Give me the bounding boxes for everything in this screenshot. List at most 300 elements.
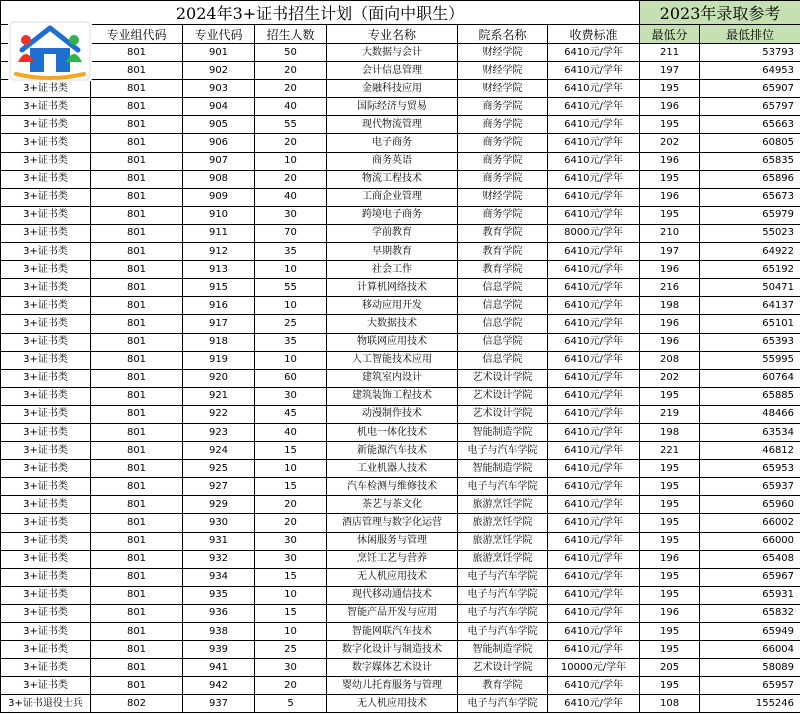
cell-college: 财经学院 bbox=[458, 62, 548, 80]
cell-min-score: 195 bbox=[640, 116, 700, 134]
cell-min-rank: 55023 bbox=[700, 224, 800, 242]
header-min-score: 最低分 bbox=[640, 25, 700, 44]
table-row bbox=[1, 134, 800, 152]
cell-min-rank: 65907 bbox=[700, 80, 800, 98]
cell-college: 电子与汽车学院 bbox=[458, 568, 548, 586]
table-row bbox=[1, 351, 800, 369]
table-row bbox=[1, 423, 800, 441]
cell-min-rank: 64137 bbox=[700, 297, 800, 315]
cell-fee: 6410元/学年 bbox=[548, 116, 640, 134]
cell-category: 3+证书类 bbox=[1, 387, 91, 405]
cell-fee: 10000元/学年 bbox=[548, 659, 640, 677]
cell-college: 商务学院 bbox=[458, 170, 548, 188]
cell-quota: 15 bbox=[255, 568, 327, 586]
cell-group-code: 801 bbox=[91, 659, 183, 677]
cell-college: 财经学院 bbox=[458, 80, 548, 98]
cell-major-code: 909 bbox=[183, 188, 255, 206]
cell-college: 商务学院 bbox=[458, 134, 548, 152]
cell-min-score: 195 bbox=[640, 460, 700, 478]
cell-fee: 6410元/学年 bbox=[548, 496, 640, 514]
cell-category: 3+证书类 bbox=[1, 659, 91, 677]
table-row bbox=[1, 243, 800, 261]
cell-category: 3+证书类 bbox=[1, 677, 91, 695]
cell-min-score: 216 bbox=[640, 279, 700, 297]
cell-major-name: 大数据技术 bbox=[327, 315, 458, 333]
cell-college: 旅游烹饪学院 bbox=[458, 514, 548, 532]
cell-min-rank: 65967 bbox=[700, 568, 800, 586]
cell-category: 3+证书类 bbox=[1, 604, 91, 622]
cell-college: 电子与汽车学院 bbox=[458, 623, 548, 641]
cell-quota: 35 bbox=[255, 243, 327, 261]
cell-group-code: 801 bbox=[91, 279, 183, 297]
cell-group-code: 801 bbox=[91, 677, 183, 695]
cell-min-rank: 65101 bbox=[700, 315, 800, 333]
cell-college: 信息学院 bbox=[458, 351, 548, 369]
cell-major-code: 903 bbox=[183, 80, 255, 98]
cell-group-code: 801 bbox=[91, 586, 183, 604]
cell-fee: 6410元/学年 bbox=[548, 297, 640, 315]
cell-major-code: 904 bbox=[183, 98, 255, 116]
cell-major-code: 941 bbox=[183, 659, 255, 677]
cell-major-code: 905 bbox=[183, 116, 255, 134]
cell-min-rank: 65673 bbox=[700, 188, 800, 206]
cell-major-code: 938 bbox=[183, 623, 255, 641]
cell-major-code: 916 bbox=[183, 297, 255, 315]
cell-major-code: 923 bbox=[183, 423, 255, 441]
cell-category: 3+证书退役士兵 bbox=[1, 695, 91, 713]
cell-group-code: 801 bbox=[91, 261, 183, 279]
cell-major-code: 921 bbox=[183, 387, 255, 405]
cell-min-rank: 60805 bbox=[700, 134, 800, 152]
cell-quota: 30 bbox=[255, 532, 327, 550]
cell-fee: 6410元/学年 bbox=[548, 152, 640, 170]
cell-quota: 20 bbox=[255, 170, 327, 188]
cell-category: 3+证书类 bbox=[1, 224, 91, 242]
cell-fee: 6410元/学年 bbox=[548, 134, 640, 152]
cell-min-rank: 65949 bbox=[700, 623, 800, 641]
cell-fee: 6410元/学年 bbox=[548, 514, 640, 532]
cell-group-code: 801 bbox=[91, 568, 183, 586]
cell-group-code: 801 bbox=[91, 224, 183, 242]
table-row bbox=[1, 387, 800, 405]
cell-quota: 30 bbox=[255, 659, 327, 677]
cell-group-code: 801 bbox=[91, 333, 183, 351]
cell-min-score: 195 bbox=[640, 623, 700, 641]
cell-group-code: 801 bbox=[91, 134, 183, 152]
cell-college: 电子与汽车学院 bbox=[458, 442, 548, 460]
cell-quota: 15 bbox=[255, 442, 327, 460]
cell-group-code: 801 bbox=[91, 532, 183, 550]
cell-major-code: 919 bbox=[183, 351, 255, 369]
cell-fee: 6410元/学年 bbox=[548, 243, 640, 261]
cell-min-score: 196 bbox=[640, 98, 700, 116]
cell-category: 3+证书类 bbox=[1, 315, 91, 333]
cell-min-score: 219 bbox=[640, 405, 700, 423]
cell-group-code: 801 bbox=[91, 80, 183, 98]
cell-major-name: 金融科技应用 bbox=[327, 80, 458, 98]
cell-category: 3+证书类 bbox=[1, 333, 91, 351]
cell-min-rank: 64922 bbox=[700, 243, 800, 261]
cell-group-code: 801 bbox=[91, 98, 183, 116]
table-row bbox=[1, 623, 800, 641]
cell-min-score: 202 bbox=[640, 369, 700, 387]
cell-min-score: 108 bbox=[640, 695, 700, 713]
table-row bbox=[1, 62, 800, 80]
cell-major-code: 932 bbox=[183, 550, 255, 568]
house-family-logo-icon bbox=[8, 20, 92, 82]
cell-quota: 20 bbox=[255, 80, 327, 98]
cell-fee: 6410元/学年 bbox=[548, 98, 640, 116]
cell-college: 电子与汽车学院 bbox=[458, 586, 548, 604]
cell-major-code: 925 bbox=[183, 460, 255, 478]
cell-quota: 55 bbox=[255, 279, 327, 297]
page-title: 2024年3+证书招生计划（面向中职生） bbox=[1, 1, 640, 25]
cell-quota: 30 bbox=[255, 387, 327, 405]
cell-major-name: 工业机器人技术 bbox=[327, 460, 458, 478]
cell-quota: 15 bbox=[255, 604, 327, 622]
cell-min-rank: 63534 bbox=[700, 423, 800, 441]
table-row bbox=[1, 206, 800, 224]
cell-quota: 45 bbox=[255, 405, 327, 423]
cell-fee: 6410元/学年 bbox=[548, 188, 640, 206]
cell-category: 3+证书类 bbox=[1, 351, 91, 369]
cell-group-code: 801 bbox=[91, 478, 183, 496]
cell-category: 3+证书类 bbox=[1, 80, 91, 98]
cell-min-rank: 65896 bbox=[700, 170, 800, 188]
cell-group-code: 801 bbox=[91, 243, 183, 261]
cell-college: 商务学院 bbox=[458, 116, 548, 134]
cell-group-code: 801 bbox=[91, 514, 183, 532]
cell-fee: 6410元/学年 bbox=[548, 532, 640, 550]
cell-college: 智能制造学院 bbox=[458, 460, 548, 478]
cell-fee: 6410元/学年 bbox=[548, 62, 640, 80]
cell-min-score: 195 bbox=[640, 478, 700, 496]
cell-quota: 70 bbox=[255, 224, 327, 242]
cell-college: 教育学院 bbox=[458, 243, 548, 261]
cell-group-code: 801 bbox=[91, 405, 183, 423]
cell-college: 教育学院 bbox=[458, 224, 548, 242]
cell-major-name: 数字化设计与制造技术 bbox=[327, 641, 458, 659]
table-row bbox=[1, 659, 800, 677]
cell-fee: 6410元/学年 bbox=[548, 369, 640, 387]
cell-major-code: 917 bbox=[183, 315, 255, 333]
cell-min-rank: 53793 bbox=[700, 44, 800, 62]
cell-college: 信息学院 bbox=[458, 279, 548, 297]
cell-college: 电子与汽车学院 bbox=[458, 695, 548, 713]
cell-min-rank: 60764 bbox=[700, 369, 800, 387]
cell-major-name: 酒店管理与数字化运营 bbox=[327, 514, 458, 532]
cell-category: 3+证书类 bbox=[1, 152, 91, 170]
cell-category: 3+证书类 bbox=[1, 478, 91, 496]
cell-major-name: 汽车检测与维修技术 bbox=[327, 478, 458, 496]
cell-college: 财经学院 bbox=[458, 44, 548, 62]
cell-min-score: 198 bbox=[640, 423, 700, 441]
cell-min-score: 196 bbox=[640, 315, 700, 333]
cell-group-code: 801 bbox=[91, 423, 183, 441]
cell-college: 商务学院 bbox=[458, 152, 548, 170]
cell-quota: 50 bbox=[255, 44, 327, 62]
cell-major-name: 建筑室内设计 bbox=[327, 369, 458, 387]
cell-min-score: 197 bbox=[640, 243, 700, 261]
cell-major-name: 移动应用开发 bbox=[327, 297, 458, 315]
cell-major-code: 910 bbox=[183, 206, 255, 224]
cell-min-score: 195 bbox=[640, 586, 700, 604]
cell-major-name: 新能源汽车技术 bbox=[327, 442, 458, 460]
cell-group-code: 801 bbox=[91, 315, 183, 333]
cell-major-name: 现代移动通信技术 bbox=[327, 586, 458, 604]
cell-group-code: 801 bbox=[91, 550, 183, 568]
cell-group-code: 801 bbox=[91, 152, 183, 170]
cell-category: 3+证书类 bbox=[1, 496, 91, 514]
cell-min-rank: 65931 bbox=[700, 586, 800, 604]
cell-min-rank: 65937 bbox=[700, 478, 800, 496]
cell-min-score: 198 bbox=[640, 297, 700, 315]
cell-category: 3+证书类 bbox=[1, 405, 91, 423]
cell-group-code: 801 bbox=[91, 369, 183, 387]
cell-major-name: 大数据与会计 bbox=[327, 44, 458, 62]
cell-major-name: 休闲服务与管理 bbox=[327, 532, 458, 550]
cell-major-name: 物联网应用技术 bbox=[327, 333, 458, 351]
cell-group-code: 801 bbox=[91, 623, 183, 641]
cell-fee: 6410元/学年 bbox=[548, 695, 640, 713]
cell-fee: 6410元/学年 bbox=[548, 206, 640, 224]
cell-quota: 20 bbox=[255, 514, 327, 532]
cell-major-code: 920 bbox=[183, 369, 255, 387]
cell-category: 3+证书类 bbox=[1, 623, 91, 641]
cell-min-score: 196 bbox=[640, 604, 700, 622]
cell-min-rank: 65408 bbox=[700, 550, 800, 568]
cell-min-rank: 65957 bbox=[700, 677, 800, 695]
cell-fee: 6410元/学年 bbox=[548, 586, 640, 604]
cell-college: 信息学院 bbox=[458, 315, 548, 333]
cell-major-name: 人工智能技术应用 bbox=[327, 351, 458, 369]
cell-major-name: 国际经济与贸易 bbox=[327, 98, 458, 116]
cell-major-code: 939 bbox=[183, 641, 255, 659]
cell-fee: 6410元/学年 bbox=[548, 478, 640, 496]
cell-major-name: 数字媒体艺术设计 bbox=[327, 659, 458, 677]
cell-category: 3+证书类 bbox=[1, 369, 91, 387]
cell-min-rank: 58089 bbox=[700, 659, 800, 677]
cell-quota: 10 bbox=[255, 351, 327, 369]
cell-quota: 20 bbox=[255, 134, 327, 152]
cell-fee: 6410元/学年 bbox=[548, 351, 640, 369]
cell-group-code: 801 bbox=[91, 62, 183, 80]
cell-major-code: 942 bbox=[183, 677, 255, 695]
cell-quota: 20 bbox=[255, 62, 327, 80]
cell-quota: 30 bbox=[255, 550, 327, 568]
cell-min-score: 195 bbox=[640, 170, 700, 188]
cell-group-code: 801 bbox=[91, 116, 183, 134]
cell-category: 3+证书类 bbox=[1, 98, 91, 116]
cell-quota: 10 bbox=[255, 261, 327, 279]
header-major-name: 专业名称 bbox=[327, 25, 458, 44]
cell-category: 3+证书类 bbox=[1, 550, 91, 568]
cell-college: 旅游烹饪学院 bbox=[458, 532, 548, 550]
cell-fee: 6410元/学年 bbox=[548, 442, 640, 460]
cell-quota: 35 bbox=[255, 333, 327, 351]
table-row bbox=[1, 405, 800, 423]
table-row bbox=[1, 550, 800, 568]
cell-fee: 6410元/学年 bbox=[548, 623, 640, 641]
cell-college: 电子与汽车学院 bbox=[458, 478, 548, 496]
cell-major-code: 902 bbox=[183, 62, 255, 80]
cell-min-score: 195 bbox=[640, 568, 700, 586]
cell-min-rank: 65393 bbox=[700, 333, 800, 351]
cell-major-name: 电子商务 bbox=[327, 134, 458, 152]
cell-group-code: 802 bbox=[91, 695, 183, 713]
cell-fee: 6410元/学年 bbox=[548, 568, 640, 586]
cell-min-rank: 65953 bbox=[700, 460, 800, 478]
cell-min-score: 208 bbox=[640, 351, 700, 369]
cell-fee: 8000元/学年 bbox=[548, 224, 640, 242]
cell-college: 艺术设计学院 bbox=[458, 369, 548, 387]
cell-college: 财经学院 bbox=[458, 188, 548, 206]
cell-min-score: 195 bbox=[640, 206, 700, 224]
cell-fee: 6410元/学年 bbox=[548, 44, 640, 62]
cell-quota: 40 bbox=[255, 188, 327, 206]
header-group-code: 专业组代码 bbox=[91, 25, 183, 44]
cell-min-score: 196 bbox=[640, 261, 700, 279]
cell-group-code: 801 bbox=[91, 460, 183, 478]
cell-quota: 20 bbox=[255, 496, 327, 514]
cell-min-rank: 65663 bbox=[700, 116, 800, 134]
cell-college: 艺术设计学院 bbox=[458, 405, 548, 423]
cell-quota: 30 bbox=[255, 206, 327, 224]
cell-major-code: 937 bbox=[183, 695, 255, 713]
cell-category: 3+证书类 bbox=[1, 188, 91, 206]
cell-major-code: 912 bbox=[183, 243, 255, 261]
cell-min-score: 195 bbox=[640, 387, 700, 405]
cell-category: 3+证书类 bbox=[1, 442, 91, 460]
cell-major-code: 906 bbox=[183, 134, 255, 152]
cell-category: 3+证书类 bbox=[1, 514, 91, 532]
table-row bbox=[1, 315, 800, 333]
cell-college: 电子与汽车学院 bbox=[458, 604, 548, 622]
cell-min-score: 195 bbox=[640, 532, 700, 550]
cell-group-code: 801 bbox=[91, 604, 183, 622]
cell-fee: 6410元/学年 bbox=[548, 279, 640, 297]
cell-major-name: 工商企业管理 bbox=[327, 188, 458, 206]
cell-major-name: 物流工程技术 bbox=[327, 170, 458, 188]
cell-quota: 10 bbox=[255, 460, 327, 478]
cell-major-name: 跨境电子商务 bbox=[327, 206, 458, 224]
cell-quota: 25 bbox=[255, 315, 327, 333]
cell-fee: 6410元/学年 bbox=[548, 604, 640, 622]
cell-category: 3+证书类 bbox=[1, 423, 91, 441]
table-row bbox=[1, 677, 800, 695]
cell-major-code: 918 bbox=[183, 333, 255, 351]
table-row bbox=[1, 532, 800, 550]
cell-min-rank: 66002 bbox=[700, 514, 800, 532]
cell-min-score: 197 bbox=[640, 62, 700, 80]
cell-min-score: 195 bbox=[640, 677, 700, 695]
cell-major-name: 机电一体化技术 bbox=[327, 423, 458, 441]
cell-major-name: 茶艺与茶文化 bbox=[327, 496, 458, 514]
cell-group-code: 801 bbox=[91, 351, 183, 369]
cell-fee: 6410元/学年 bbox=[548, 80, 640, 98]
cell-group-code: 801 bbox=[91, 641, 183, 659]
cell-category: 3+证书类 bbox=[1, 586, 91, 604]
table-row bbox=[1, 152, 800, 170]
table-row bbox=[1, 460, 800, 478]
cell-major-name: 烹饪工艺与营养 bbox=[327, 550, 458, 568]
cell-fee: 6410元/学年 bbox=[548, 550, 640, 568]
cell-major-name: 无人机应用技术 bbox=[327, 695, 458, 713]
cell-min-score: 195 bbox=[640, 641, 700, 659]
cell-major-name: 智能网联汽车技术 bbox=[327, 623, 458, 641]
cell-major-code: 913 bbox=[183, 261, 255, 279]
cell-min-rank: 55995 bbox=[700, 351, 800, 369]
cell-min-rank: 65835 bbox=[700, 152, 800, 170]
cell-quota: 15 bbox=[255, 478, 327, 496]
cell-group-code: 801 bbox=[91, 496, 183, 514]
cell-major-name: 计算机网络技术 bbox=[327, 279, 458, 297]
cell-min-rank: 66004 bbox=[700, 641, 800, 659]
cell-min-score: 195 bbox=[640, 514, 700, 532]
cell-major-code: 927 bbox=[183, 478, 255, 496]
table-row bbox=[1, 170, 800, 188]
cell-college: 商务学院 bbox=[458, 98, 548, 116]
table-row bbox=[1, 586, 800, 604]
header-quota: 招生人数 bbox=[255, 25, 327, 44]
cell-min-rank: 64953 bbox=[700, 62, 800, 80]
cell-min-score: 202 bbox=[640, 134, 700, 152]
table-row bbox=[1, 641, 800, 659]
cell-min-score: 195 bbox=[640, 496, 700, 514]
cell-major-name: 社会工作 bbox=[327, 261, 458, 279]
cell-min-score: 195 bbox=[640, 80, 700, 98]
cell-college: 智能制造学院 bbox=[458, 641, 548, 659]
cell-category: 3+证书类 bbox=[1, 261, 91, 279]
cell-major-code: 922 bbox=[183, 405, 255, 423]
cell-group-code: 801 bbox=[91, 297, 183, 315]
cell-min-score: 196 bbox=[640, 550, 700, 568]
table-row bbox=[1, 478, 800, 496]
cell-major-code: 930 bbox=[183, 514, 255, 532]
cell-major-code: 911 bbox=[183, 224, 255, 242]
cell-college: 信息学院 bbox=[458, 297, 548, 315]
cell-min-rank: 50471 bbox=[700, 279, 800, 297]
cell-group-code: 801 bbox=[91, 170, 183, 188]
cell-quota: 10 bbox=[255, 297, 327, 315]
cell-fee: 6410元/学年 bbox=[548, 170, 640, 188]
cell-major-name: 婴幼儿托育服务与管理 bbox=[327, 677, 458, 695]
cell-major-code: 901 bbox=[183, 44, 255, 62]
cell-category: 3+证书类 bbox=[1, 116, 91, 134]
table-row bbox=[1, 80, 800, 98]
cell-min-score: 196 bbox=[640, 188, 700, 206]
cell-category: 3+证书类 bbox=[1, 279, 91, 297]
cell-college: 艺术设计学院 bbox=[458, 659, 548, 677]
cell-category: 3+证书类 bbox=[1, 243, 91, 261]
cell-major-code: 907 bbox=[183, 152, 255, 170]
cell-fee: 6410元/学年 bbox=[548, 677, 640, 695]
cell-major-name: 会计信息管理 bbox=[327, 62, 458, 80]
table-row bbox=[1, 297, 800, 315]
table-row bbox=[1, 514, 800, 532]
cell-quota: 55 bbox=[255, 116, 327, 134]
table-row bbox=[1, 369, 800, 387]
cell-major-name: 现代物流管理 bbox=[327, 116, 458, 134]
cell-min-rank: 65960 bbox=[700, 496, 800, 514]
cell-min-score: 196 bbox=[640, 152, 700, 170]
cell-min-rank: 46812 bbox=[700, 442, 800, 460]
cell-college: 商务学院 bbox=[458, 206, 548, 224]
cell-category: 3+证书类 bbox=[1, 641, 91, 659]
cell-major-name: 学前教育 bbox=[327, 224, 458, 242]
cell-college: 教育学院 bbox=[458, 677, 548, 695]
cell-quota: 25 bbox=[255, 641, 327, 659]
